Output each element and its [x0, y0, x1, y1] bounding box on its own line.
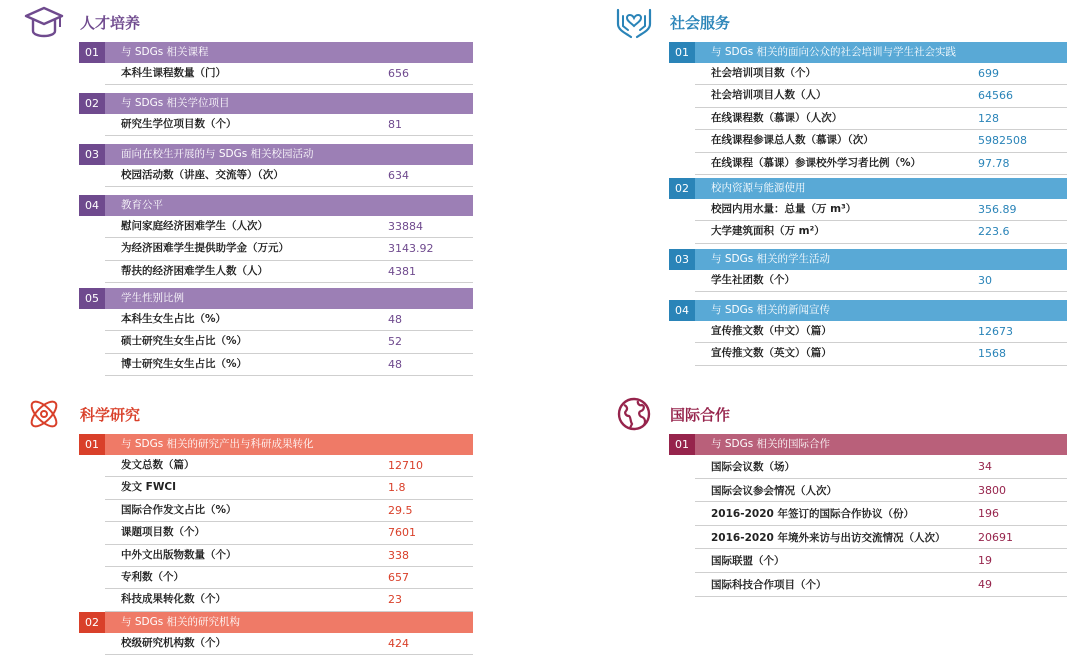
group-03: [79, 144, 473, 187]
table-row: [695, 63, 1067, 85]
section-header: [614, 4, 874, 40]
row-value: 97.78: [978, 156, 1010, 170]
table-row: [105, 165, 473, 187]
row-label: 慰问家庭经济困难学生（人次）: [121, 220, 268, 232]
row-value: 12710: [388, 459, 423, 472]
row-value: 4381: [388, 264, 416, 278]
row-value: 223.6: [978, 225, 1010, 239]
row-value: 3800: [978, 483, 1006, 497]
row-value: 3143.92: [388, 242, 434, 256]
row-label: 帮扶的经济困难学生人数（人）: [121, 264, 268, 277]
row-label: 校级研究机构数（个）: [121, 637, 226, 649]
row-value: 34: [978, 460, 992, 473]
hands-heart-icon: [614, 4, 654, 40]
row-value: 699: [978, 67, 999, 80]
globe-icon: [614, 396, 654, 432]
table-row: [105, 63, 473, 85]
table-row: [695, 479, 1067, 503]
row-label: 在线课程参课总人数（慕课）（次）: [711, 134, 874, 147]
table-row: [695, 85, 1067, 107]
table-row: [105, 309, 473, 331]
row-label: 课题项目数（个）: [121, 526, 205, 539]
table-row: [105, 522, 473, 544]
group-number: 02: [669, 178, 695, 199]
group-number: 03: [79, 144, 105, 165]
row-label: 中外文出版物数量（个）: [121, 548, 237, 561]
group-05: [79, 288, 473, 376]
row-label: 专利数（个）: [121, 570, 184, 583]
group-label: 校内资源与能源使用: [695, 178, 1067, 199]
group-number: 04: [669, 300, 695, 321]
group-04: [669, 300, 1067, 366]
group-header: [669, 300, 1067, 321]
section-title: 科学研究: [80, 406, 141, 424]
row-value: 64566: [978, 89, 1013, 103]
group-02: [669, 178, 1067, 244]
table-row: [105, 261, 473, 283]
table-row: [695, 321, 1067, 343]
row-label: 校园活动数（讲座、交流等）（次）: [121, 169, 284, 181]
row-value: 23: [388, 593, 402, 607]
table-row: [695, 526, 1067, 550]
table-row: [105, 114, 473, 136]
group-header: [79, 93, 473, 114]
row-label: 2016-2020 年签订的国际合作协议（份）: [711, 508, 914, 521]
group-header: [79, 612, 473, 633]
row-label: 社会培训项目数（个）: [711, 67, 816, 79]
row-label: 宣传推文数（英文）（篇）: [711, 347, 832, 360]
row-value: 634: [388, 169, 409, 182]
row-value: 656: [388, 67, 409, 80]
table-row: [105, 545, 473, 567]
group-label: 教育公平: [105, 195, 473, 216]
row-label: 国际合作发文占比（%）: [121, 503, 237, 516]
row-label: 国际会议参会情况（人次）: [711, 484, 837, 497]
row-label: 科技成果转化数（个）: [121, 593, 226, 606]
table-row: [105, 455, 473, 477]
group-number: 05: [79, 288, 105, 309]
table-row: [695, 502, 1067, 526]
group-label: 面向在校生开展的与 SDGs 相关校园活动: [105, 144, 473, 165]
group-label: 与 SDGs 相关的面向公众的社会培训与学生社会实践: [695, 42, 1067, 63]
group-header: [79, 42, 473, 63]
row-label: 硕士研究生女生占比（%）: [121, 335, 248, 348]
group-01: [669, 42, 1067, 175]
row-label: 为经济困难学生提供助学金（万元）: [121, 242, 289, 255]
table-row: [105, 589, 473, 611]
group-number: 01: [79, 434, 105, 455]
row-value: 49: [978, 577, 992, 591]
row-value: 128: [978, 111, 999, 125]
row-label: 国际科技合作项目（个）: [711, 578, 827, 591]
row-value: 1568: [978, 347, 1006, 361]
group-02: [79, 93, 473, 136]
section-header: [24, 396, 284, 432]
group-number: 01: [669, 434, 695, 455]
row-value: 5982508: [978, 134, 1027, 148]
section-title: 社会服务: [670, 14, 731, 32]
row-value: 81: [388, 118, 402, 131]
group-header: [669, 434, 1067, 455]
row-value: 20691: [978, 530, 1013, 544]
row-label: 在线课程（慕课）参课校外学习者比例（%）: [711, 156, 922, 169]
group-label: 与 SDGs 相关课程: [105, 42, 473, 63]
table-row: [105, 354, 473, 376]
row-value: 48: [388, 313, 402, 326]
row-label: 国际联盟（个）: [711, 555, 785, 568]
table-row: [695, 108, 1067, 130]
row-value: 424: [388, 637, 409, 650]
table-row: [105, 633, 473, 655]
atom-icon: [24, 396, 64, 432]
group-header: [669, 42, 1067, 63]
group-number: 02: [79, 612, 105, 633]
group-number: 04: [79, 195, 105, 216]
row-value: 33884: [388, 220, 423, 233]
row-value: 7601: [388, 526, 416, 540]
group-label: 与 SDGs 相关的学生活动: [695, 249, 1067, 270]
section-talent: [24, 4, 484, 384]
row-label: 国际会议数（场）: [711, 461, 795, 473]
group-number: 01: [669, 42, 695, 63]
table-row: [695, 343, 1067, 365]
group-04: [79, 195, 473, 283]
row-value: 52: [388, 335, 402, 349]
group-label: 与 SDGs 相关的研究机构: [105, 612, 473, 633]
table-row: [105, 567, 473, 589]
group-02: [79, 612, 473, 655]
group-header: [669, 249, 1067, 270]
table-row: [695, 130, 1067, 152]
group-label: 学生性别比例: [105, 288, 473, 309]
group-number: 03: [669, 249, 695, 270]
row-label: 宣传推文数（中文）（篇）: [711, 325, 832, 337]
row-label: 社会培训项目人数（人）: [711, 89, 827, 102]
table-row: [695, 573, 1067, 597]
row-value: 19: [978, 554, 992, 568]
table-row: [695, 549, 1067, 573]
table-row: [695, 270, 1067, 292]
graduation-cap-icon: [24, 4, 64, 40]
row-label: 发文总数（篇）: [121, 459, 195, 471]
table-row: [695, 199, 1067, 221]
group-03: [669, 249, 1067, 292]
group-number: 01: [79, 42, 105, 63]
group-header: [669, 178, 1067, 199]
table-row: [695, 455, 1067, 479]
table-row: [105, 216, 473, 238]
row-label: 学生社团数（个）: [711, 274, 795, 286]
table-row: [105, 500, 473, 522]
group-01: [669, 434, 1067, 597]
row-value: 196: [978, 507, 999, 521]
row-label: 博士研究生女生占比（%）: [121, 357, 248, 370]
row-value: 12673: [978, 325, 1013, 338]
row-value: 29.5: [388, 503, 413, 517]
table-row: [105, 331, 473, 353]
section-service: [614, 4, 1074, 374]
row-label: 本科生课程数量（门）: [121, 67, 226, 79]
row-value: 1.8: [388, 481, 406, 495]
group-01: [79, 434, 473, 612]
section-header: [24, 4, 284, 40]
row-value: 30: [978, 274, 992, 287]
group-header: [79, 434, 473, 455]
row-label: 2016-2020 年境外来访与出访交流情况（人次）: [711, 531, 946, 544]
row-label: 发文 FWCI: [121, 481, 177, 494]
section-header: [614, 396, 874, 432]
row-value: 338: [388, 548, 409, 562]
section-title: 人才培养: [80, 14, 141, 32]
row-label: 大学建筑面积（万 m²）: [711, 225, 825, 238]
group-01: [79, 42, 473, 85]
group-number: 02: [79, 93, 105, 114]
group-header: [79, 144, 473, 165]
row-value: 657: [388, 570, 409, 584]
group-header: [79, 288, 473, 309]
group-label: 与 SDGs 相关学位项目: [105, 93, 473, 114]
row-value: 356.89: [978, 203, 1017, 216]
group-header: [79, 195, 473, 216]
row-label: 研究生学位项目数（个）: [121, 118, 237, 130]
row-label: 校园内用水量：总量（万 m³）: [711, 203, 857, 215]
section-research: [24, 396, 484, 664]
section-title: 国际合作: [670, 406, 731, 424]
table-row: [695, 153, 1067, 175]
table-row: [695, 221, 1067, 243]
group-label: 与 SDGs 相关的新闻宣传: [695, 300, 1067, 321]
table-row: [105, 238, 473, 260]
row-label: 在线课程数（慕课）（人次）: [711, 111, 843, 124]
table-row: [105, 477, 473, 499]
group-label: 与 SDGs 相关的研究产出与科研成果转化: [105, 434, 473, 455]
row-label: 本科生女生占比（%）: [121, 313, 227, 325]
row-value: 48: [388, 357, 402, 371]
section-intl: [614, 396, 1074, 606]
group-label: 与 SDGs 相关的国际合作: [695, 434, 1067, 455]
